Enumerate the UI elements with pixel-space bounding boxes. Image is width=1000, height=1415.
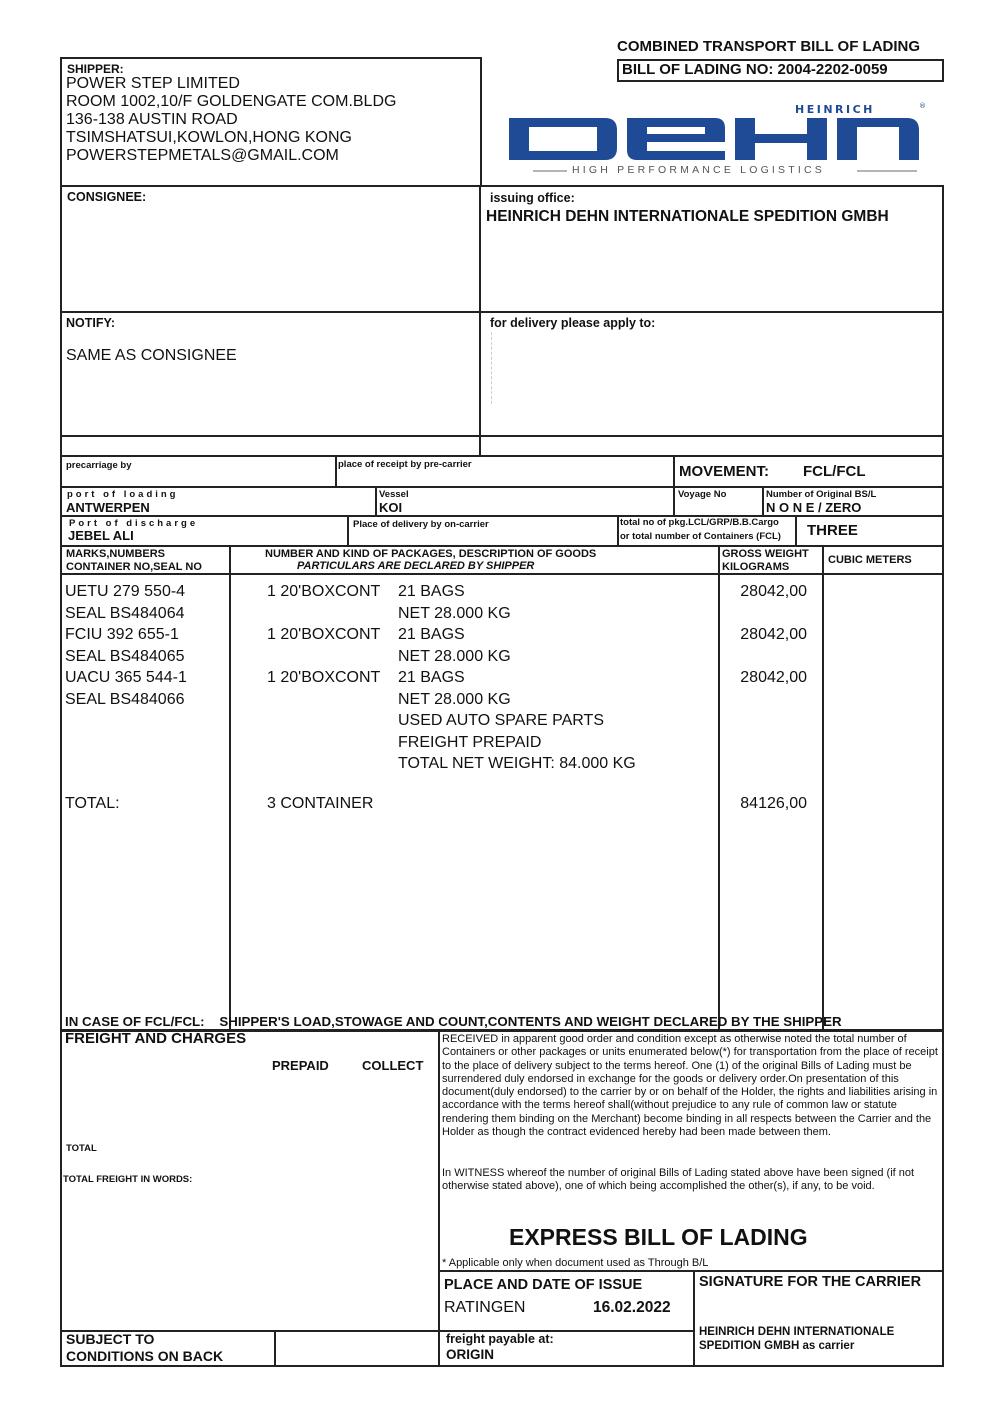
issuing-office-value: HEINRICH DEHN INTERNATIONALE SPEDITION GMBH bbox=[486, 208, 889, 225]
notify-label: NOTIFY: bbox=[66, 316, 116, 330]
freight-total-label: TOTAL bbox=[66, 1143, 97, 1154]
cubic-meters-header: CUBIC METERS bbox=[828, 554, 912, 566]
signature-carrier-line2: SPEDITION GMBH as carrier bbox=[699, 1340, 855, 1352]
gross-weight-column bbox=[722, 581, 807, 689]
freight-payable-label: freight payable at: bbox=[446, 1332, 554, 1346]
package-count: 1 20'BOXCONT bbox=[267, 583, 381, 600]
issue-label: PLACE AND DATE OF ISSUE bbox=[444, 1277, 643, 1293]
issuing-office-label: issuing office: bbox=[490, 191, 575, 205]
goods-line: NET 28.000 KG bbox=[398, 690, 511, 708]
port-loading-value: ANTWERPEN bbox=[66, 500, 150, 515]
weight-spacer bbox=[722, 646, 807, 668]
total-packages-label-2: or total number of Containers (FCL) bbox=[620, 531, 781, 542]
container-mark: UETU 279 550-4 bbox=[65, 583, 186, 600]
seal-mark: SEAL BS484066 bbox=[65, 690, 185, 708]
gross-weight: 28042,00 bbox=[740, 583, 807, 600]
marks-header-2: CONTAINER NO,SEAL NO bbox=[66, 561, 202, 573]
total-packages-label-1: total no of pkg.LCL/GRP/B.B.Cargo bbox=[620, 517, 779, 528]
bl-number: BILL OF LADING NO: 2004-2202-0059 bbox=[622, 61, 888, 78]
marks-header-1: MARKS,NUMBERS bbox=[66, 548, 165, 560]
marks-column bbox=[65, 581, 187, 710]
shipper-address bbox=[66, 75, 396, 165]
total-packages-value: THREE bbox=[807, 522, 858, 539]
package-spacer bbox=[267, 603, 380, 625]
received-clause: RECEIVED in apparent good order and condition except as otherwise noted the total number of Containers or other packages or units enumerated below(*) for transportation from the place of receipt to the place of delivery subject to the terms hereof. One (1) of the original Bills of Lading must be surrendered duly endorsed in exchange for the goods or delivery order.On presentation of this document(duly endorsed) to the carrier by or on behalf of the Holder, the rights and liabilities arising in accordance with the terms hereof shall(without prejudice to any rule of common law or statute rendering them binding on the Merchant) become binding in all respects between the Carrier and the Holder as though the contract evidenced hereby had been made between them. bbox=[442, 1033, 938, 1139]
svg-text:HEINRICH: HEINRICH bbox=[795, 103, 875, 116]
shipper-line: ROOM 1002,10/F GOLDENGATE COM.BLDG bbox=[66, 93, 397, 110]
gross-weight: 28042,00 bbox=[740, 669, 807, 686]
description-column bbox=[398, 581, 636, 775]
seal-mark: SEAL BS484064 bbox=[65, 604, 185, 622]
packages-column bbox=[267, 581, 380, 689]
seal-mark: SEAL BS484065 bbox=[65, 647, 185, 665]
place-delivery-label: Place of delivery by on-carrier bbox=[353, 519, 489, 530]
express-bl-title: EXPRESS BILL OF LADING bbox=[509, 1224, 808, 1250]
goods-line: NET 28.000 KG bbox=[398, 604, 511, 622]
weight-spacer bbox=[722, 603, 807, 625]
total-packages: 3 CONTAINER bbox=[267, 795, 374, 812]
vessel-value: KOI bbox=[379, 500, 403, 515]
port-loading-label: port of loading bbox=[67, 489, 179, 500]
shipper-line: POWERSTEPMETALS@GMAIL.COM bbox=[66, 147, 339, 164]
description-header-1: NUMBER AND KIND OF PACKAGES, DESCRIPTION OF GOODS bbox=[265, 548, 597, 560]
total-label: TOTAL: bbox=[65, 795, 120, 812]
consignee-label: CONSIGNEE: bbox=[67, 190, 147, 204]
voyage-label: Voyage No bbox=[678, 489, 727, 500]
goods-line: 21 BAGS bbox=[398, 583, 465, 600]
package-spacer bbox=[267, 646, 380, 668]
freight-payable-value: ORIGIN bbox=[446, 1347, 495, 1362]
collect-label: COLLECT bbox=[362, 1058, 424, 1073]
issue-place: RATINGEN bbox=[444, 1299, 526, 1316]
freight-words-label: TOTAL FREIGHT IN WORDS: bbox=[63, 1174, 193, 1185]
signature-field[interactable] bbox=[697, 1295, 937, 1323]
prepaid-label: PREPAID bbox=[272, 1058, 329, 1073]
fcl-note: IN CASE OF FCL/FCL: SHIPPER'S LOAD,STOWAGE AND COUNT,CONTENTS AND WEIGHT DECLARED BY THE SHIPPER bbox=[65, 1014, 842, 1029]
freight-charges-title: FREIGHT AND CHARGES bbox=[65, 1030, 247, 1047]
svg-text:®: ® bbox=[919, 102, 926, 110]
movement-label: MOVEMENT: bbox=[679, 463, 769, 480]
shipper-line: TSIMSHATSUI,KOWLON,HONG KONG bbox=[66, 129, 352, 146]
shipper-label: SHIPPER: bbox=[67, 62, 124, 76]
goods-line: FREIGHT PREPAID bbox=[398, 733, 542, 751]
gross-weight: 28042,00 bbox=[740, 626, 807, 643]
subject-to-line2: CONDITIONS ON BACK bbox=[66, 1348, 224, 1364]
issue-date: 16.02.2022 bbox=[593, 1299, 671, 1316]
port-discharge-label: Port of discharge bbox=[69, 518, 199, 529]
place-receipt-label: place of receipt by pre-carrier bbox=[338, 459, 472, 470]
precarriage-label: precarriage by bbox=[66, 460, 132, 471]
shipper-line: POWER STEP LIMITED bbox=[66, 75, 240, 92]
container-mark: UACU 365 544-1 bbox=[65, 669, 187, 686]
movement-value: FCL/FCL bbox=[803, 463, 866, 480]
delivery-apply-label: for delivery please apply to: bbox=[490, 316, 656, 330]
signature-carrier-line1: HEINRICH DEHN INTERNATIONALE bbox=[699, 1326, 895, 1338]
container-mark: FCIU 392 655-1 bbox=[65, 626, 179, 643]
package-count: 1 20'BOXCONT bbox=[267, 626, 381, 643]
goods-line: 21 BAGS bbox=[398, 626, 465, 643]
port-discharge-value: JEBEL ALI bbox=[68, 528, 134, 543]
originals-value: N O N E / ZERO bbox=[766, 500, 862, 515]
signature-label: SIGNATURE FOR THE CARRIER bbox=[699, 1274, 922, 1290]
through-bl-note: * Applicable only when document used as Through B/L bbox=[442, 1257, 709, 1269]
gross-weight-header-1: GROSS WEIGHT bbox=[722, 548, 809, 560]
logo-tagline: HIGH PERFORMANCE LOGISTICS bbox=[572, 164, 825, 176]
goods-line: 21 BAGS bbox=[398, 669, 465, 686]
notify-value: SAME AS CONSIGNEE bbox=[66, 347, 237, 364]
vessel-label: Vessel bbox=[379, 489, 409, 500]
goods-line: USED AUTO SPARE PARTS bbox=[398, 712, 604, 729]
originals-label: Number of Original BS/L bbox=[766, 489, 877, 500]
total-gross-weight: 84126,00 bbox=[740, 795, 807, 812]
delivery-apply-field[interactable] bbox=[491, 332, 492, 404]
witness-clause: In WITNESS whereof the number of original Bills of Lading stated above have been signed (if not otherwise stated above), one of which being accomplished the other(s), if any, to be void. bbox=[442, 1167, 915, 1193]
goods-line: NET 28.000 KG bbox=[398, 647, 511, 665]
subject-to-line1: SUBJECT TO bbox=[66, 1331, 155, 1347]
description-header-2: PARTICULARS ARE DECLARED BY SHIPPER bbox=[297, 560, 535, 572]
gross-weight-header-2: KILOGRAMS bbox=[722, 561, 790, 573]
document-title: COMBINED TRANSPORT BILL OF LADING bbox=[617, 38, 921, 55]
shipper-line: 136-138 AUSTIN ROAD bbox=[66, 111, 238, 128]
goods-line: TOTAL NET WEIGHT: 84.000 KG bbox=[398, 755, 636, 772]
package-count: 1 20'BOXCONT bbox=[267, 669, 381, 686]
